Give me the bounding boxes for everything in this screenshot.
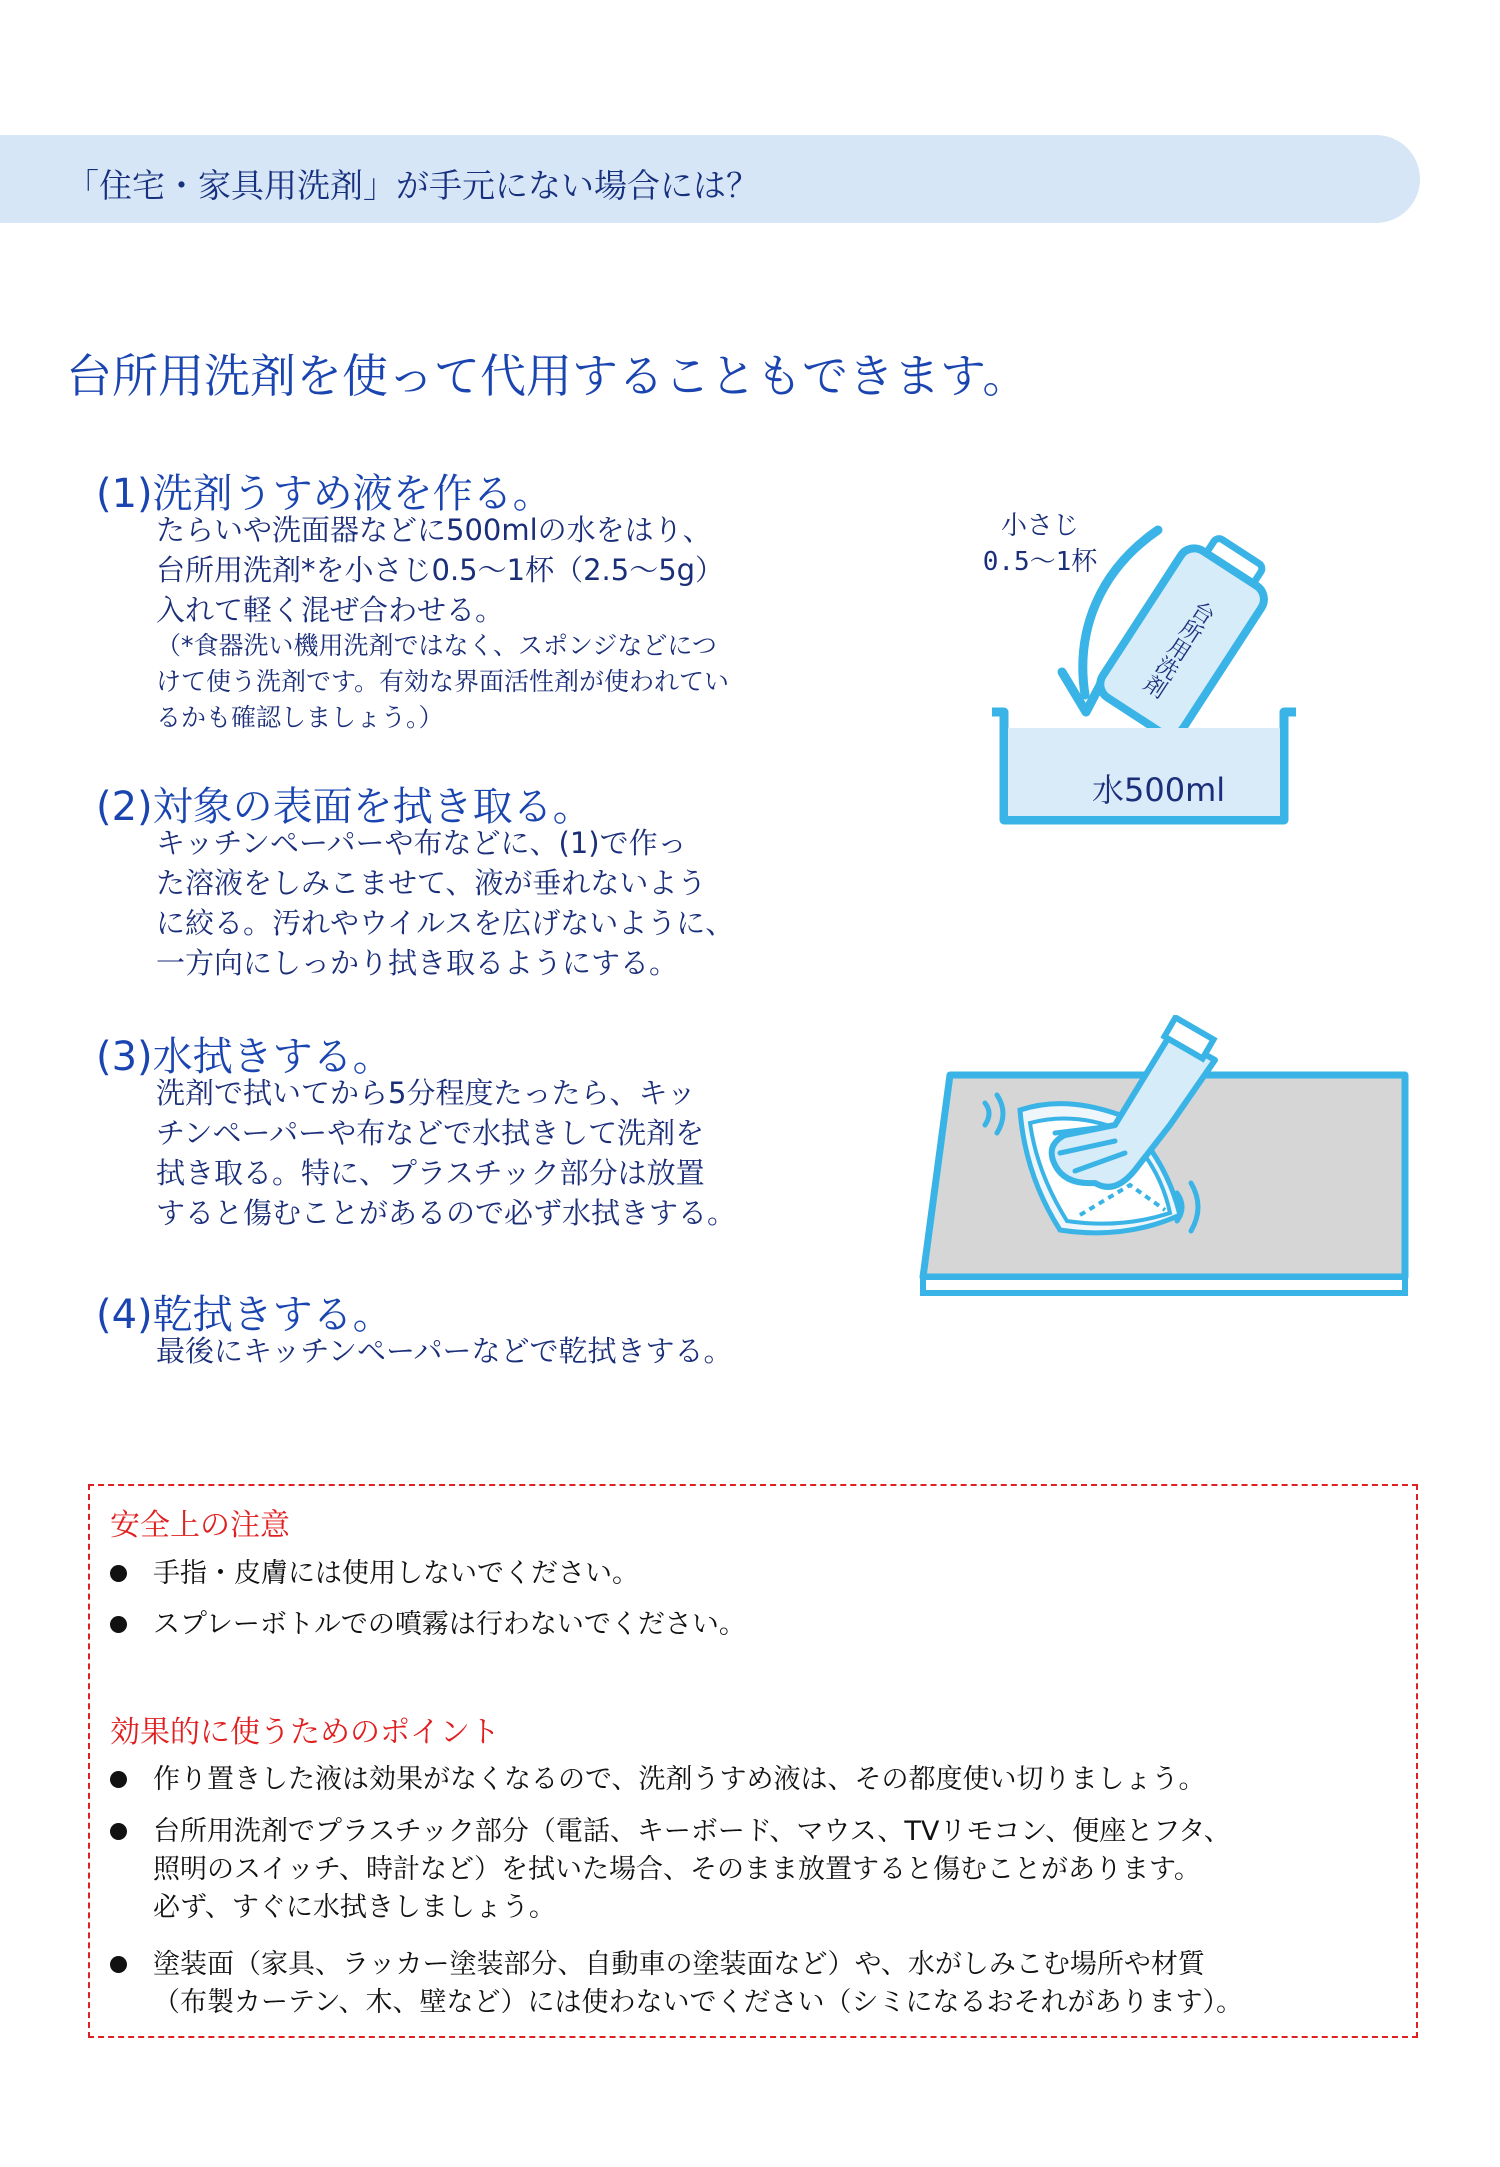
step-1-title: (1)洗剤うすめ液を作る。 bbox=[96, 471, 553, 517]
step-3-line: チンペーパーや布などで水拭きして洗剤を bbox=[156, 1116, 705, 1150]
step-1-note-line: るかも確認しましょう。） bbox=[156, 703, 444, 732]
bullet-icon bbox=[110, 1771, 127, 1788]
step-2-line: に絞る。汚れやウイルスを広げないように、 bbox=[156, 906, 735, 940]
step-2-line: 一方向にしっかり拭き取るようにする。 bbox=[156, 946, 679, 980]
spoon-amount-label: 小さじ 0.5〜1杯 bbox=[982, 511, 1098, 577]
safety-heading: 安全上の注意 bbox=[110, 1508, 290, 1543]
step-1-line: たらいや洗面器などに500mlの水をはり、 bbox=[156, 513, 712, 547]
step-2-body bbox=[156, 823, 734, 983]
step-1-body bbox=[156, 510, 724, 630]
step-4-title: (4)乾拭きする。 bbox=[96, 1292, 393, 1338]
step-1-line: 台所用洗剤*を小さじ0.5〜1杯（2.5〜5g） bbox=[156, 553, 725, 587]
step-1-note-line: （*食器洗い機用洗剤ではなく、スポンジなどにつ bbox=[156, 631, 717, 660]
step-2-title: (2)対象の表面を拭き取る。 bbox=[96, 784, 593, 830]
step-2-line: た溶液をしみこませて、液が垂れないよう bbox=[156, 866, 707, 900]
banner-title: 「住宅・家具用洗剤」が手元にない場合には？ bbox=[66, 166, 759, 205]
bullet-icon bbox=[110, 1823, 127, 1840]
bullet-icon bbox=[110, 1616, 127, 1633]
bullet-icon bbox=[110, 1956, 127, 1973]
countertop-edge bbox=[923, 1277, 1405, 1293]
step-3-line: 洗剤で拭いてから5分程度たったら、キッ bbox=[156, 1076, 696, 1110]
basin-water-label: 水500ml bbox=[1092, 771, 1226, 809]
page-headline: 台所用洗剤を使って代用することもできます。 bbox=[66, 349, 1029, 403]
step-1-line: 入れて軽く混ぜ合わせる。 bbox=[156, 593, 505, 627]
step-1-note bbox=[156, 628, 729, 736]
step-3-title: (3)水拭きする。 bbox=[96, 1034, 393, 1080]
step-4-line: 最後にキッチンペーパーなどで乾拭きする。 bbox=[156, 1334, 733, 1368]
bottle-label: 台所用洗剤 bbox=[1137, 595, 1219, 701]
bullet-icon bbox=[110, 1565, 127, 1582]
step-1-note-line: けて使う洗剤です。有効な界面活性剤が使われてい bbox=[156, 667, 730, 696]
step-3-body bbox=[156, 1073, 736, 1233]
tips-heading: 効果的に使うためのポイント bbox=[110, 1715, 500, 1750]
step-2-line: キッチンペーパーや布などに、(1)で作っ bbox=[156, 826, 687, 860]
step-3-line: すると傷むことがあるので必ず水拭きする。 bbox=[156, 1196, 737, 1230]
step-3-line: 拭き取る。特に、プラスチック部分は放置 bbox=[156, 1156, 705, 1190]
step-4-body bbox=[156, 1331, 733, 1371]
wiping-illustration bbox=[915, 1015, 1415, 1315]
